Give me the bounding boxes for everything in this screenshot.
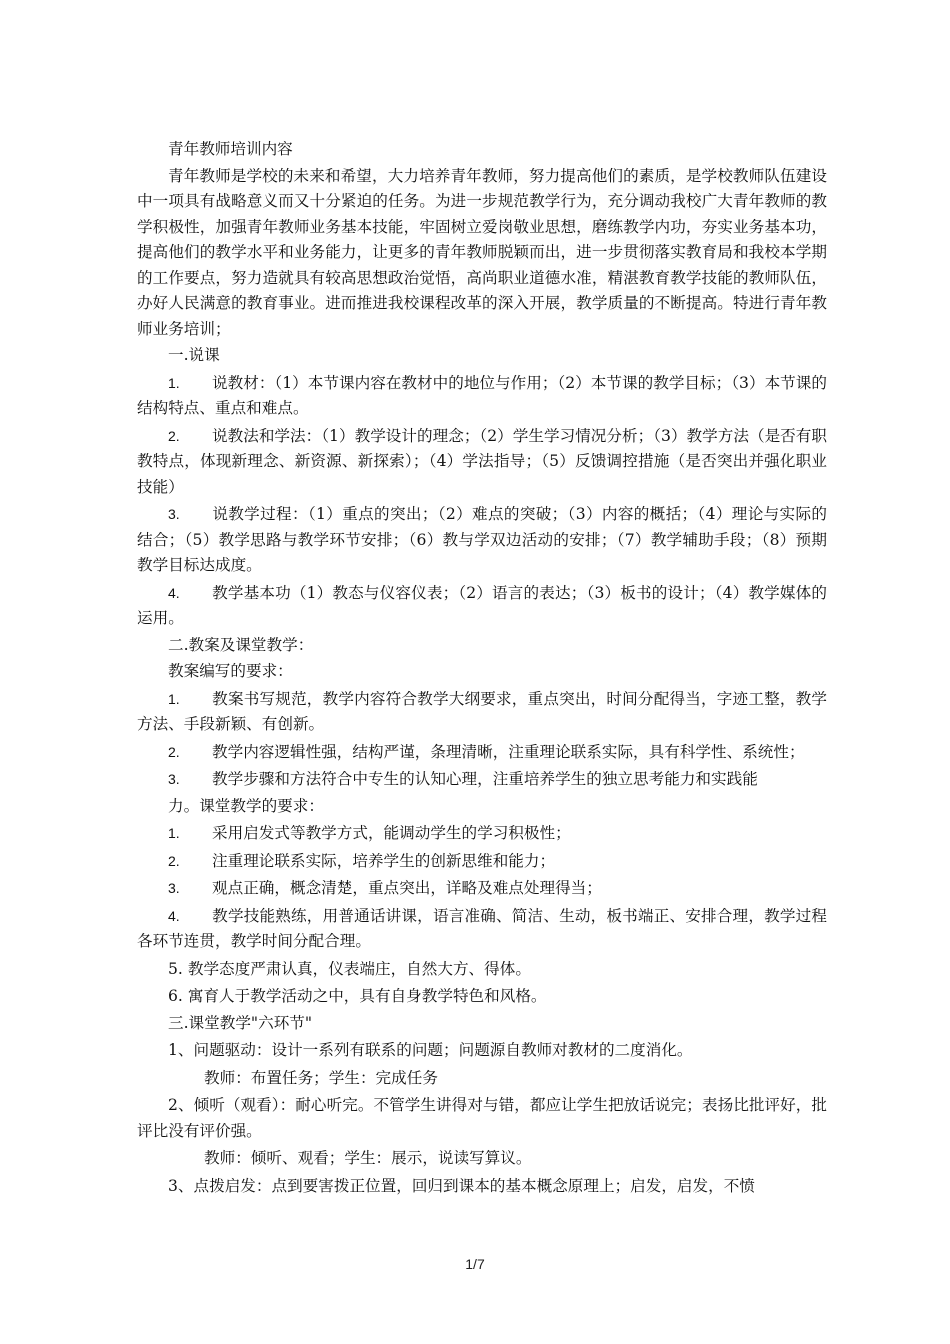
item-number: 2. — [168, 852, 180, 869]
list-item — [137, 904, 827, 955]
step-roles: 教师：倾听、观看；学生：展示，说读写算议。 — [204, 1149, 532, 1167]
list-item — [137, 767, 827, 793]
section3-heading: 三.课堂教学"六环节" — [168, 1013, 313, 1032]
step-item: 3、点拨启发：点到要害拨正位置，回归到课本的基本概念原理上；启发，启发，不愤 — [168, 1176, 755, 1195]
list-item — [137, 371, 827, 422]
section2-heading: 二.教案及课堂教学： — [168, 635, 314, 654]
page-number: 1/7 — [465, 1256, 485, 1272]
item-text: 教学态度严肃认真，仪表端庄，自然大方、得体。 — [187, 959, 531, 978]
list-item — [137, 424, 827, 501]
item-text: 教学基本功（1）教态与仪容仪表；（2）语言的表达；（3）板书的设计；（4）教学媒体的运用。 — [137, 583, 827, 627]
item-number: 4. — [168, 584, 180, 601]
item-text: 教学步骤和方法符合中专生的认知心理，注重培养学生的独立思考能力和实践能 — [212, 770, 758, 788]
item-text: 采用启发式等教学方式，能调动学生的学习积极性； — [212, 824, 571, 842]
list-item — [137, 740, 827, 766]
list-item-continuation: 力。课堂教学的要求： — [168, 796, 324, 815]
item-text: 寓育人于教学活动之中，具有自身教学特色和风格。 — [187, 987, 547, 1005]
list-item — [137, 502, 827, 579]
section1-heading: 一.说课 — [168, 346, 220, 364]
step-item: 2、倾听（观看）：耐心听完。不管学生讲得对与错，都应让学生把放话说完；表扬比批评好，批评比没有评价强。 — [137, 1096, 827, 1140]
item-number: 4. — [168, 907, 180, 924]
item-number: 1. — [168, 690, 180, 707]
item-number: 3. — [168, 506, 180, 522]
item-number: 2. — [168, 427, 180, 444]
item-text: 说教材：（1）本节课内容在教材中的地位与作用；（2）本节课的教学目标；（3）本节课的结构特点、重点和难点。 — [137, 373, 827, 417]
section2-subheading: 教案编写的要求： — [168, 662, 293, 680]
list-item — [137, 876, 827, 902]
item-text: 教案书写规范，教学内容符合教学大纲要求，重点突出，时间分配得当，字迹工整，教学方法、手段新颖、有创新。 — [137, 689, 827, 733]
item-number: 1. — [168, 825, 180, 841]
item-text: 注重理论联系实际，培养学生的创新思维和能力； — [212, 851, 556, 870]
item-text: 说教学过程：（1）重点的突出；（2）难点的突破；（3）内容的概括；（4）理论与实际的结合；（5）教学思路与教学环节安排；（6）教与学双边活动的安排；（7）教学辅助手段；（8）预期教学目标达成度。 — [137, 505, 827, 574]
list-item — [137, 581, 827, 632]
list-item — [137, 957, 827, 983]
item-text: 教学内容逻辑性强，结构严谨，条理清晰，注重理论联系实际，具有科学性、系统性； — [212, 742, 805, 761]
list-item — [137, 849, 827, 875]
item-number: 3. — [168, 880, 180, 896]
item-text: 观点正确，概念清楚，重点突出，详略及难点处理得当； — [212, 879, 602, 897]
step-roles: 教师：布置任务；学生：完成任务 — [204, 1068, 438, 1087]
intro-paragraph: 青年教师是学校的未来和希望，大力培养青年教师，努力提高他们的素质，是学校教师队伍建设中一项具有战略意义而又十分紧迫的任务。为进一步规范教学行为，充分调动我校广大青年教师的教学积极性，加强青年教师业务基本技能，牢固树立爱岗敬业思想，磨练教学内功，夯实业务基本功，提高他们的教学水平和业务能力，让更多的青年教师脱颖而出，进一步贯彻落实教育局和我校本学期的工作要点，努力造就具有较高思想政治觉悟，高尚职业道德水准，精湛教育教学技能的教师队伍，办好人民满意的教育事业。进而推进我校课程改革的深入开展，教学质量的不断提高。特进行青年教师业务培训； — [137, 166, 827, 338]
item-text: 说教法和学法：（1）教学设计的理念；（2）学生学习情况分析；（3）教学方法（是否有职教特点，体现新理念、新资源、新探索）；（4）学法指导；（5）反馈调控措施（是否突出并强化职业技能） — [137, 426, 827, 496]
item-number: 3. — [168, 771, 180, 787]
item-number: 5. — [168, 959, 183, 978]
document-body — [137, 137, 827, 1199]
step-item: 1、问题驱动：设计一系列有联系的问题；问题源自教师对教材的二度消化。 — [168, 1041, 693, 1059]
item-number: 6. — [168, 987, 183, 1005]
list-item — [137, 821, 827, 847]
doc-title: 青年教师培训内容 — [168, 140, 293, 158]
item-number: 2. — [168, 743, 180, 760]
item-text: 教学技能熟练，用普通话讲课，语言准确、简洁、生动，板书端正、安排合理，教学过程各环节连贯，教学时间分配合理。 — [137, 906, 827, 950]
list-item — [137, 687, 827, 738]
list-item — [137, 984, 827, 1010]
item-number: 1. — [168, 374, 180, 391]
